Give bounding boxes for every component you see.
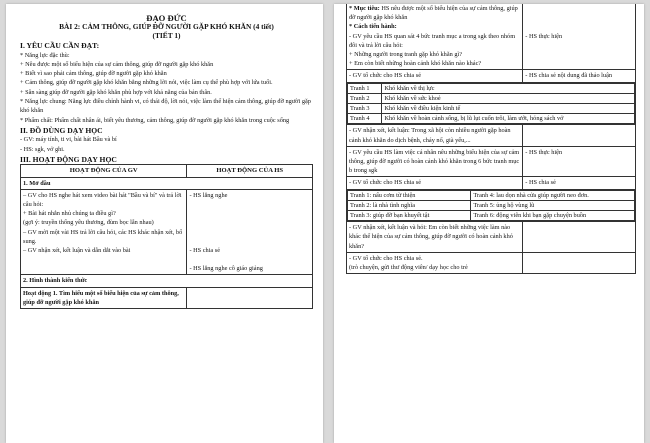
requirement-line: + Nêu được một số biểu hiện của sự cảm thông, giúp đỡ người gặp khó khăn: [20, 60, 214, 68]
student-cell: [523, 125, 636, 146]
teacher-activity-line: – GV cho HS nghe hát xem video bài hát "Bầu và bí" và trả lời câu hỏi:: [23, 191, 182, 208]
lesson-title: BÀI 2: CẢM THÔNG, GIÚP ĐỠ NGƯỜI GẶP KHÓ KHĂN (4 tiết): [59, 22, 274, 31]
teacher-activity-line: + Bài hát nhắn nhủ chúng ta điều gì?: [23, 210, 116, 218]
requirement-line: * Phẩm chất: Phẩm chất nhân ái, biết yêu thương, cảm thông, giúp đỡ người gặp khó khăn trong cuộc sống: [20, 116, 290, 124]
teacher-step: - GV nhận xét, kết luận và hỏi: Em còn biết những việc làm nào khác thể hiện của sự cảm thông, giúp đỡ người có hoàn cảnh khó khăn?: [347, 222, 523, 253]
student-step: - HS thực hiện: [523, 146, 636, 177]
objective-text: HS nêu được một số biểu hiện của sự cảm thông, giúp đỡ người gặp khó khăn: [349, 5, 518, 22]
section-requirements-heading: I. YÊU CẦU CẦN ĐẠT:: [20, 41, 100, 51]
student-activity-line: - HS lắng nghe cô giáo giảng: [189, 265, 263, 273]
student-step: - HS chia sẻ: [523, 177, 636, 189]
activity-1-student-cell: [187, 287, 313, 308]
student-step: - HS chia sẻ nội dung đã thảo luận: [523, 70, 636, 82]
student-cell: [523, 252, 636, 273]
requirement-line: + Cảm thông, giúp đỡ người gặp khó khăn bằng những lời nói, việc làm cụ thể phù hợp với lứa tuổi.: [20, 79, 273, 87]
picture-help-item: Tranh 3: giúp đỡ bạn khuyết tật: [348, 211, 471, 221]
teacher-activity-line: – GV mời một vài HS trả lời câu hỏi, các HS khác nhận xét, bổ sung.: [23, 228, 183, 245]
stage-knowledge-heading: 2. Hình thành kiến thức: [21, 275, 313, 287]
teacher-step-note: (trò chuyện, gửi thư động viên/ dạy học cho trẻ: [349, 264, 468, 272]
column-header-student: HOẠT ĐỘNG CỦA HS: [187, 165, 313, 177]
activities-table: [20, 164, 313, 309]
picture-help-table: [347, 190, 635, 222]
student-activity-line: - HS lắng nghe: [189, 191, 228, 199]
page-left-content: [20, 14, 313, 309]
teacher-step: - GV nhận xét, kết luận: Trong xã hội còn nhiều người gặp hoàn cảnh khó khăn do dịch bệnh, cháy nổ, già yếu,...: [347, 125, 523, 146]
picture-description: Khó khăn về hoàn cảnh sống, bị lũ lụt cuốn trôi, làm ướt, hỏng sách vở: [382, 114, 635, 124]
picture-label: Tranh 4: [348, 114, 382, 124]
picture-help-item: Tranh 5: ủng hộ vùng lũ: [471, 200, 635, 210]
procedure-label: * Cách tiến hành:: [349, 23, 397, 31]
picture-help-item: Tranh 1: nấu cơm từ thiện: [348, 190, 471, 200]
activities-table-continued: [346, 4, 636, 274]
teacher-step: + Em còn biết những hoàn cảnh khó khăn nào khác?: [349, 60, 482, 68]
requirement-line: * Năng lực chung: Năng lực điều chỉnh hành vi, có thái độ, lời nói, việc làm thể hiện cảm thông, giúp đỡ người gặp khó khăn: [20, 98, 311, 115]
requirement-line: + Sẵn sàng giúp đỡ người gặp khó khăn phù hợp với khả năng của bản thân.: [20, 88, 212, 96]
lesson-period: (TIẾT 1): [152, 30, 181, 40]
picture-help-item: Tranh 2: là nhà tình nghĩa: [348, 200, 471, 210]
teacher-step: - GV tổ chức cho HS chia sẻ: [347, 177, 523, 189]
teacher-activity-cell: [21, 189, 187, 275]
materials-line: - HS: sgk, vở ghi.: [20, 145, 65, 153]
picture-description: Khó khăn về sức khoẻ: [382, 93, 635, 103]
picture-help-item: Tranh 6: động viên khi bạn gặp chuyện buồn: [471, 211, 635, 221]
teacher-step: - GV yêu cầu HS quan sát 4 bức tranh mục a trong sgk theo nhóm đôi và trả lời câu hỏi:: [349, 32, 516, 49]
document-page-right: [334, 4, 644, 443]
requirement-line: + Biết vì sao phải cảm thông, giúp đỡ người gặp khó khăn: [20, 70, 167, 78]
teacher-step: - GV tổ chức cho HS chia sẻ.: [349, 254, 423, 262]
teacher-step: + Những người trong tranh gặp khó khăn gì?: [349, 51, 463, 59]
section-activities-heading: III. HOẠT ĐỘNG DẠY HỌC: [20, 154, 117, 164]
section-materials-heading: II. ĐỒ DÙNG DẠY HỌC: [20, 125, 103, 135]
requirement-line: * Năng lực đặc thù:: [20, 51, 70, 59]
student-activity-cell: [187, 189, 313, 275]
materials-line: - GV: máy tính, ti vi, bài hát Bầu và bí: [20, 136, 117, 144]
teacher-step: - GV yêu cầu HS làm việc cá nhân nêu những biểu hiện của sự cảm thông, giúp đỡ người có hoàn cảnh khó khăn trong 6 bức tranh mục b trong sgk: [347, 146, 523, 177]
picture-description: Khó khăn về điều kiện kinh tế: [382, 104, 635, 114]
picture-table-cell: [347, 82, 636, 125]
teacher-step-cell: [347, 252, 523, 273]
activity-1-title: Hoạt động 1. Tìm hiểu một số biểu hiện của sự cảm thông, giúp đỡ người gặp khó khăn: [21, 287, 187, 308]
picture-label: Tranh 2: [348, 93, 382, 103]
student-cell: [523, 222, 636, 253]
student-step: - HS thực hiện: [525, 33, 563, 40]
subject-heading: ĐẠO ĐỨC: [146, 13, 187, 23]
picture-label: Tranh 1: [348, 83, 382, 93]
teacher-activity-line: (gợi ý: truyền thống yêu thương, đùm bọc lẫn nhau): [23, 219, 154, 227]
objective-label: * Mục tiêu:: [349, 5, 380, 12]
objective-cell: [347, 4, 523, 70]
student-activity-line: - HS chia sẻ: [189, 246, 221, 254]
picture-label: Tranh 3: [348, 104, 382, 114]
picture-help-item: Tranh 4: lau dọn nhà cửa giúp người neo đơn.: [471, 190, 635, 200]
teacher-activity-line: – GV nhận xét, kết luận và dẫn dắt vào bài: [23, 247, 131, 254]
picture-help-table-cell: [347, 189, 636, 222]
page-right-content: [346, 5, 636, 274]
picture-difficulty-table: [347, 83, 635, 125]
document-page-left: [6, 4, 323, 443]
picture-description: Khó khăn về thị lực: [382, 83, 635, 93]
stage-opening-heading: 1. Mở đầu: [21, 177, 313, 189]
student-cell: [523, 4, 636, 70]
teacher-step: - GV tổ chức cho HS chia sẻ: [347, 70, 523, 82]
column-header-teacher: HOẠT ĐỘNG CỦA GV: [21, 165, 187, 177]
